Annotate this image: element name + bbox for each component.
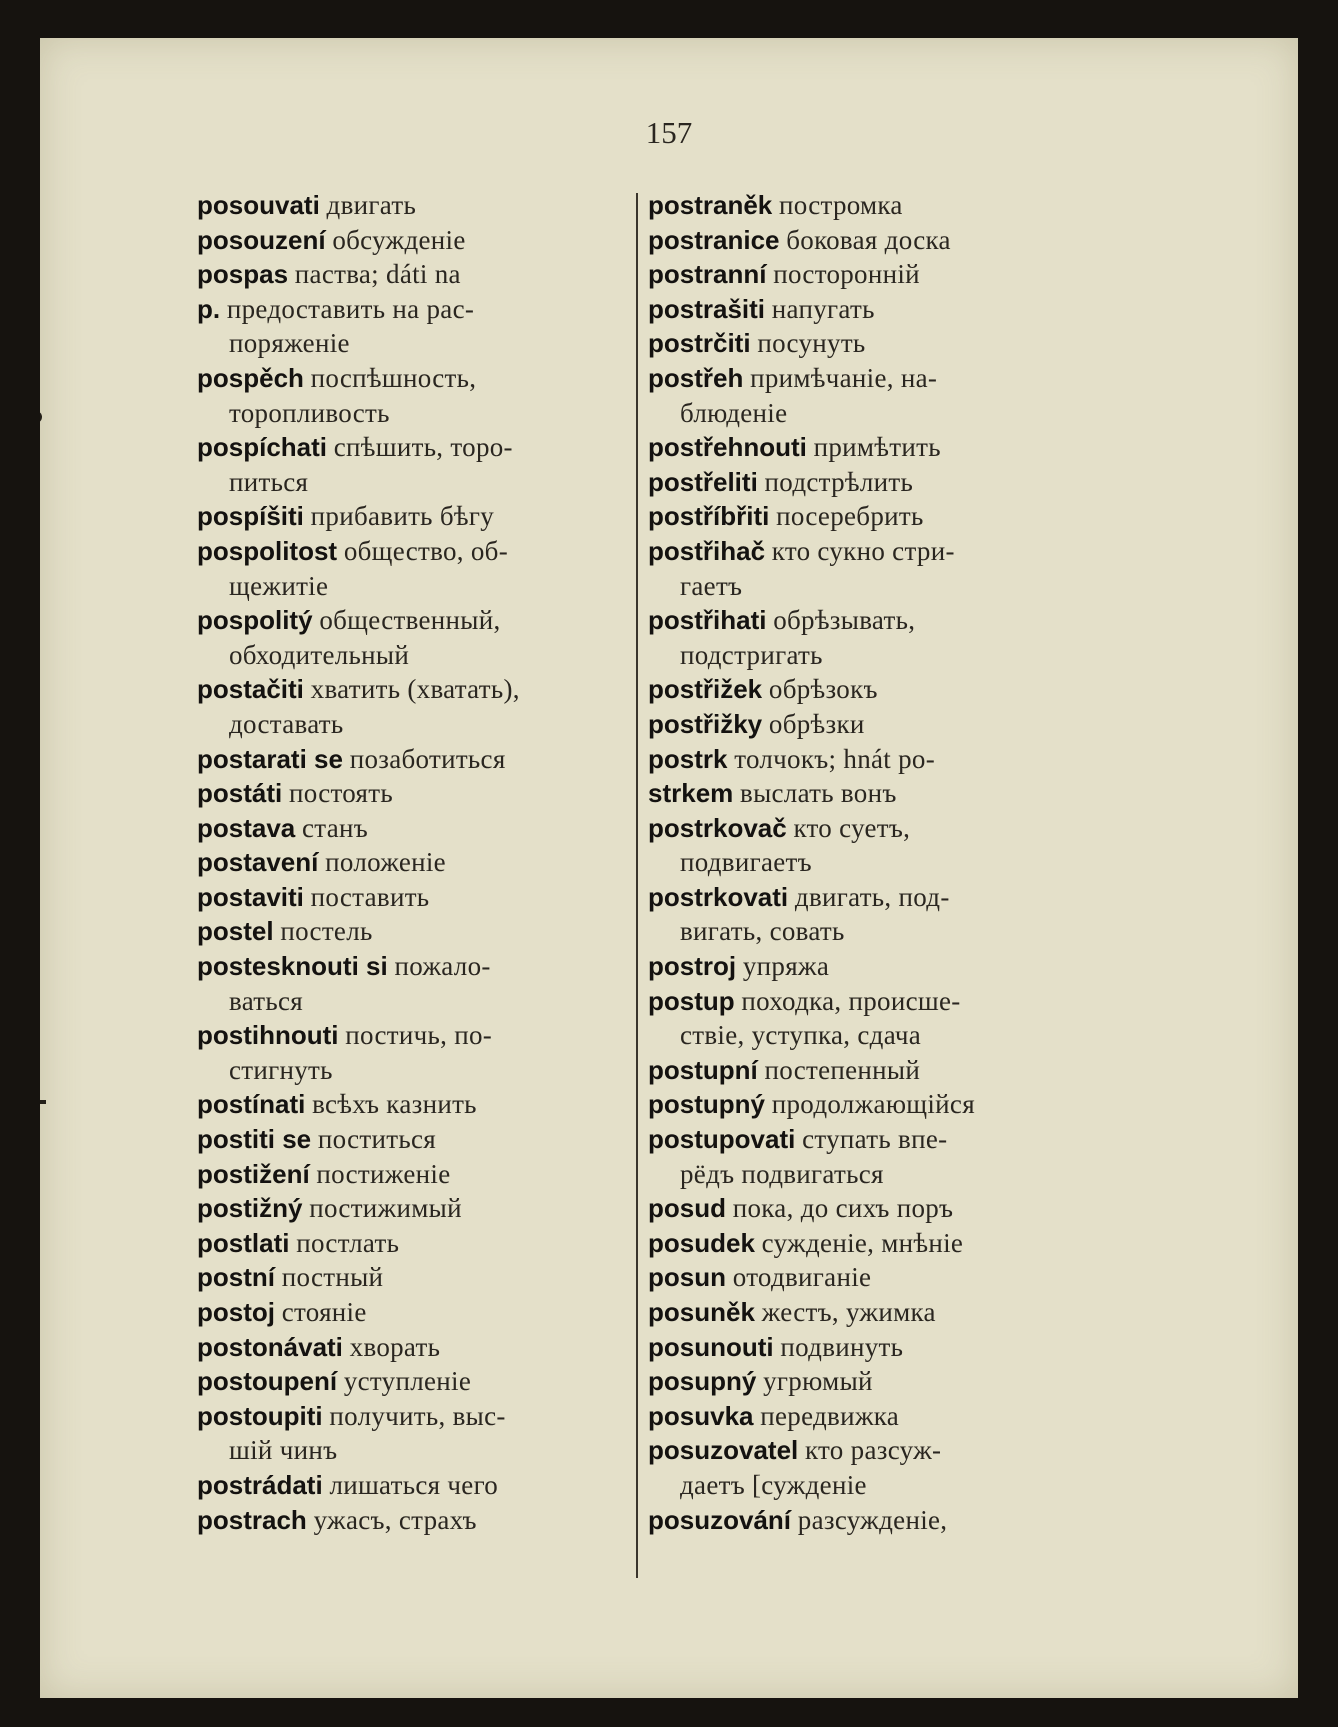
translation: жестъ, ужимка <box>761 1297 936 1327</box>
dictionary-line <box>197 1018 667 1053</box>
headword: posouvati <box>197 190 320 220</box>
headword: postavení <box>197 847 319 878</box>
dictionary-line <box>197 949 667 984</box>
headword: postlati <box>197 1227 290 1258</box>
translation: обрѣзокъ <box>768 674 878 705</box>
headword: pospíšiti <box>197 501 304 532</box>
translation: поставить <box>310 881 430 912</box>
headword: posuvka <box>648 1400 754 1431</box>
translation: напугать <box>771 293 875 324</box>
dictionary-line <box>197 1191 667 1226</box>
headword: postní <box>197 1262 275 1293</box>
dictionary-line <box>197 188 667 223</box>
headword: posuněk <box>648 1297 755 1327</box>
dictionary-line <box>648 1122 1118 1157</box>
dictionary-line <box>197 1433 667 1468</box>
headword: pospas <box>197 259 289 290</box>
translation: угрюмый <box>763 1366 873 1397</box>
headword: posupný <box>648 1366 757 1397</box>
headword: postranice <box>648 224 780 255</box>
translation: постель <box>280 916 373 947</box>
translation: двигать <box>326 190 417 220</box>
headword: postonávati <box>197 1331 343 1362</box>
translation: постиженіе <box>316 1158 451 1189</box>
dictionary-line <box>648 1330 1118 1365</box>
dictionary-line <box>648 1191 1118 1226</box>
headword: postačiti <box>197 674 304 705</box>
translation: прибавить бѣгу <box>310 501 495 532</box>
translation: ствіе, уступка, сдача <box>680 1020 922 1051</box>
translation: вигать, совать <box>680 916 845 947</box>
headword: pospolitost <box>197 535 338 566</box>
headword: postihnouti <box>197 1020 339 1051</box>
dictionary-line <box>648 845 1118 880</box>
translation: посунуть <box>757 328 866 359</box>
translation: хватить (хватать), <box>310 674 520 705</box>
headword: posuzování <box>648 1504 792 1535</box>
headword: posuzovatel <box>648 1435 799 1466</box>
headword: postupovati <box>648 1124 796 1155</box>
dictionary-line <box>197 499 667 534</box>
headword: postrádati <box>197 1469 323 1500</box>
translation: обсужденіе <box>332 224 466 255</box>
translation: рёдъ подвигаться <box>680 1158 884 1189</box>
translation: передвижка <box>760 1400 900 1431</box>
headword: postřižky <box>648 708 763 739</box>
dictionary-line <box>648 569 1118 604</box>
dictionary-line <box>197 257 667 292</box>
translation: блюденіе <box>680 397 788 428</box>
dictionary-line <box>648 1399 1118 1434</box>
headword: postranní <box>648 259 767 290</box>
dictionary-line <box>197 1503 667 1538</box>
dictionary-line <box>648 1018 1118 1053</box>
translation: кто разсуж- <box>805 1435 942 1466</box>
headword: postarati se <box>197 743 343 774</box>
translation: постепенный <box>764 1054 921 1085</box>
headword: postoupiti <box>197 1400 323 1431</box>
dictionary-line <box>197 1087 667 1122</box>
dictionary-line <box>648 1226 1118 1261</box>
dictionary-line <box>197 1468 667 1503</box>
dictionary-line <box>648 1157 1118 1192</box>
headword: postižení <box>197 1158 310 1189</box>
dictionary-line <box>648 949 1118 984</box>
translation: питься <box>229 466 309 497</box>
translation: положеніе <box>325 847 446 878</box>
translation: обходительный <box>229 639 410 670</box>
headword: postoj <box>197 1297 275 1327</box>
translation: поряженіе <box>229 328 350 359</box>
translation: постижимый <box>309 1193 462 1224</box>
translation: стояніе <box>281 1297 367 1327</box>
dictionary-line <box>648 880 1118 915</box>
dictionary-line <box>648 188 1118 223</box>
dictionary-line <box>197 326 667 361</box>
dictionary-line <box>197 914 667 949</box>
headword: postrk <box>648 743 728 774</box>
translation: посторонній <box>773 259 920 290</box>
headword: strkem <box>648 778 734 809</box>
translation: щежитіе <box>229 570 329 601</box>
translation: выслать вонъ <box>740 778 897 809</box>
translation: примѣчаніе, на- <box>750 362 938 393</box>
dictionary-line <box>197 1122 667 1157</box>
dictionary-line <box>197 811 667 846</box>
translation: предоставить на рас- <box>226 293 475 324</box>
headword: posud <box>648 1193 726 1224</box>
translation: станъ <box>302 812 369 843</box>
dictionary-line <box>648 984 1118 1019</box>
translation: даетъ [сужденіе <box>680 1469 867 1500</box>
dictionary-line <box>197 742 667 777</box>
dictionary-line <box>648 396 1118 431</box>
headword: postesknouti si <box>197 951 388 982</box>
dictionary-line <box>648 1468 1118 1503</box>
translation: общество, об- <box>343 535 509 566</box>
dictionary-line <box>197 672 667 707</box>
headword: pospolitý <box>197 605 313 636</box>
headword: postřeliti <box>648 466 758 497</box>
translation: продолжающійся <box>771 1089 975 1120</box>
dictionary-line <box>197 223 667 258</box>
book-page <box>40 38 1298 1698</box>
headword: postřeh <box>648 362 744 393</box>
dictionary-line <box>648 707 1118 742</box>
headword: postrkovati <box>648 881 789 912</box>
translation: поститься <box>317 1124 436 1155</box>
dictionary-line <box>197 1260 667 1295</box>
dictionary-line <box>648 430 1118 465</box>
translation: подстрѣлить <box>764 466 914 497</box>
headword: postrašiti <box>648 293 766 324</box>
translation: спѣшить, торо- <box>333 432 513 463</box>
translation: отодвиганіе <box>732 1262 872 1293</box>
translation: толчокъ; hnát po- <box>734 743 936 774</box>
translation: шій чинъ <box>229 1435 338 1466</box>
margin-mark <box>40 411 42 423</box>
headword: pospěch <box>197 362 304 393</box>
dictionary-line <box>197 707 667 742</box>
dictionary-line <box>648 257 1118 292</box>
dictionary-line <box>197 396 667 431</box>
translation: кто сукно стри- <box>771 535 955 566</box>
dictionary-line <box>648 292 1118 327</box>
headword: postřižek <box>648 674 763 705</box>
translation: всѣхъ казнить <box>312 1089 477 1120</box>
headword: postup <box>648 985 735 1016</box>
translation: примѣтить <box>813 432 941 463</box>
translation: паства; dáti na <box>294 259 461 290</box>
headword: postřihač <box>648 535 766 566</box>
translation: торопливость <box>229 397 390 428</box>
dictionary-line <box>197 1364 667 1399</box>
translation: постный <box>281 1262 384 1293</box>
dictionary-line <box>197 534 667 569</box>
headword: postřehnouti <box>648 432 807 463</box>
dictionary-line <box>197 638 667 673</box>
dictionary-line <box>648 1503 1118 1538</box>
left-column <box>197 188 667 1537</box>
translation: постромка <box>779 190 903 220</box>
translation: подвинуть <box>780 1331 904 1362</box>
headword: postáti <box>197 778 283 809</box>
dictionary-line <box>648 1364 1118 1399</box>
dictionary-line <box>648 326 1118 361</box>
translation: ужасъ, страхъ <box>313 1504 477 1535</box>
translation: общественный, <box>319 605 501 636</box>
headword: postříbřiti <box>648 501 770 532</box>
translation: ваться <box>229 985 303 1016</box>
right-column <box>648 188 1118 1537</box>
headword: postrkovač <box>648 812 787 843</box>
headword: posunouti <box>648 1331 774 1362</box>
translation: постичь, по- <box>345 1020 493 1051</box>
dictionary-line <box>197 845 667 880</box>
headword: postrach <box>197 1504 307 1535</box>
translation: лишаться чего <box>329 1469 499 1500</box>
dictionary-line <box>197 1330 667 1365</box>
dictionary-line <box>197 1295 667 1330</box>
translation: походка, происше- <box>741 985 961 1016</box>
headword: postižný <box>197 1193 303 1224</box>
headword: posun <box>648 1262 726 1293</box>
translation: подстригать <box>680 639 823 670</box>
translation: получить, выс- <box>329 1400 506 1431</box>
headword: postraněk <box>648 190 773 220</box>
translation: сужденіе, мнѣніе <box>761 1227 964 1258</box>
dictionary-line <box>648 361 1118 396</box>
dictionary-line <box>197 292 667 327</box>
translation: кто суетъ, <box>793 812 911 843</box>
dictionary-line <box>648 223 1118 258</box>
dictionary-line <box>197 361 667 396</box>
translation: обрѣзывать, <box>773 605 916 636</box>
dictionary-line <box>197 430 667 465</box>
dictionary-line <box>197 1157 667 1192</box>
headword: p. <box>197 293 221 324</box>
dictionary-line <box>197 465 667 500</box>
headword: postřihati <box>648 605 767 636</box>
dictionary-line <box>648 742 1118 777</box>
dictionary-line <box>197 603 667 638</box>
dictionary-line <box>197 1399 667 1434</box>
translation: ступать впе- <box>802 1124 948 1155</box>
translation: постоять <box>288 778 393 809</box>
headword: postrčiti <box>648 328 751 359</box>
dictionary-line <box>648 811 1118 846</box>
headword: posudek <box>648 1227 755 1258</box>
dictionary-line <box>648 465 1118 500</box>
translation: уступленіе <box>343 1366 472 1397</box>
dictionary-line <box>648 1260 1118 1295</box>
headword: postroj <box>648 951 737 982</box>
headword: postupný <box>648 1089 765 1120</box>
translation: двигать, под- <box>794 881 950 912</box>
translation: позаботиться <box>349 743 506 774</box>
dictionary-line <box>197 1053 667 1088</box>
translation: стигнуть <box>229 1054 333 1085</box>
headword: postínati <box>197 1089 306 1120</box>
translation: пожало- <box>394 951 491 982</box>
dictionary-line <box>648 499 1118 534</box>
page-number: 157 <box>645 115 693 150</box>
headword: posouzení <box>197 224 326 255</box>
headword: postupní <box>648 1054 758 1085</box>
column-divider <box>636 193 638 1578</box>
translation: посеребрить <box>776 501 924 532</box>
headword: postel <box>197 916 274 947</box>
headword: pospíchati <box>197 432 328 463</box>
translation: гаетъ <box>680 570 743 601</box>
dictionary-line <box>197 776 667 811</box>
dictionary-line <box>648 638 1118 673</box>
dictionary-line <box>648 1053 1118 1088</box>
headword: postava <box>197 812 296 843</box>
translation: подвигаетъ <box>680 847 812 878</box>
dictionary-line <box>648 534 1118 569</box>
dictionary-line <box>197 880 667 915</box>
dictionary-line <box>648 603 1118 638</box>
dictionary-line <box>648 1087 1118 1122</box>
translation: обрѣзки <box>768 708 865 739</box>
translation: постлать <box>296 1227 400 1258</box>
dictionary-line <box>648 1295 1118 1330</box>
translation: боковая доска <box>786 224 951 255</box>
headword: postaviti <box>197 881 304 912</box>
dictionary-line <box>648 1433 1118 1468</box>
headword: postiti se <box>197 1124 312 1155</box>
translation: хворать <box>349 1331 441 1362</box>
translation: пока, до сихъ поръ <box>732 1193 954 1224</box>
translation: упряжа <box>742 951 830 982</box>
translation: поспѣшность, <box>310 362 477 393</box>
translation: разсужденіе, <box>797 1504 948 1535</box>
dictionary-line <box>648 672 1118 707</box>
dictionary-line <box>197 984 667 1019</box>
dictionary-line <box>648 776 1118 811</box>
dictionary-line <box>648 914 1118 949</box>
headword: postoupení <box>197 1366 338 1397</box>
dictionary-line <box>197 1226 667 1261</box>
margin-mark <box>40 1100 46 1104</box>
translation: доставать <box>229 708 344 739</box>
dictionary-line <box>197 569 667 604</box>
